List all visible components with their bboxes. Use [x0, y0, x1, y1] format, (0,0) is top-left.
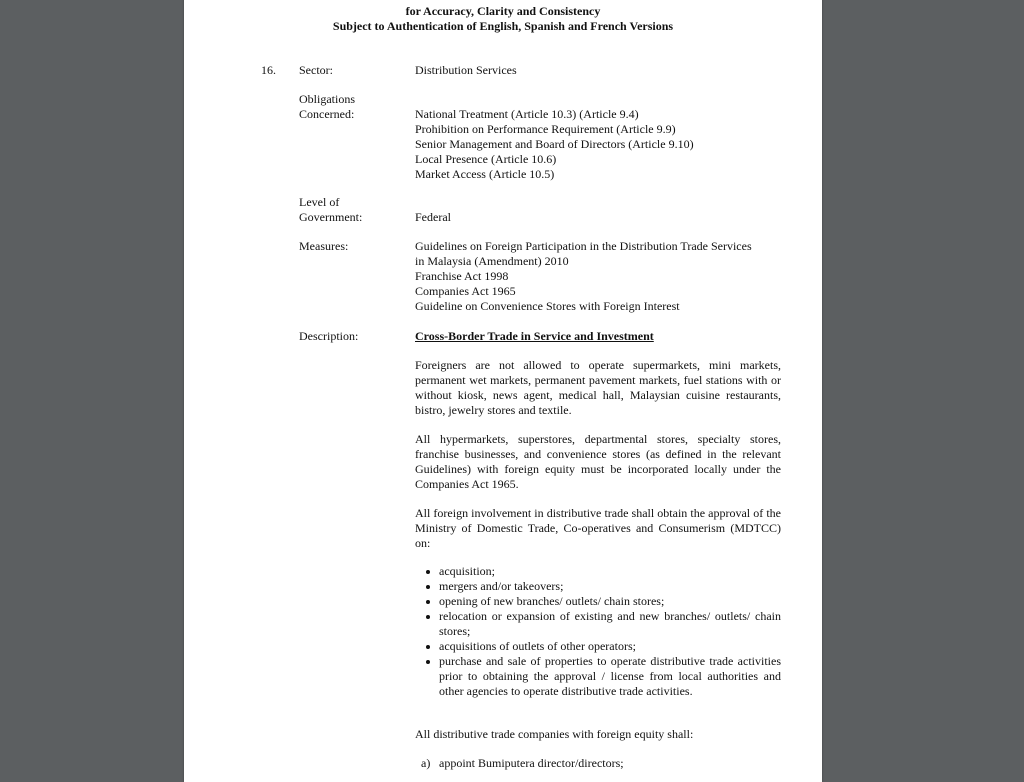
bullet-icon [426, 615, 430, 619]
obligations-label-2: Concerned: [299, 107, 355, 121]
level-value: Federal [415, 210, 451, 224]
header-line-2: Subject to Authentication of English, Spanish and French Versions [332, 19, 674, 33]
description-heading: Cross-Border Trade in Service and Investment [415, 329, 654, 343]
bullet-icon [426, 585, 430, 589]
level-label-1: Level of [299, 195, 340, 209]
obligation-item: National Treatment (Article 10.3) (Article 9.4) [415, 107, 639, 121]
paragraph-1: Foreigners are not allowed to operate supermarkets, mini markets, permanent wet markets, permanent pavement markets, fuel stations with or without kiosk, news agent, medical hall, Malaysian cuisine restaurants, bistro, jewelry stores and textile. [415, 358, 781, 417]
list-item [415, 594, 781, 609]
obligation-item: Market Access (Article 10.5) [415, 167, 555, 181]
paragraph-3: All foreign involvement in distributive trade shall obtain the approval of the Ministry of Domestic Trade, Co-operatives and Consumerism (MDTCC) on: [415, 506, 781, 550]
paragraph-2: All hypermarkets, superstores, departmental stores, specialty stores, franchise businesses, and convenience stores (as defined in the relevant Guidelines) with foreign equity must be incorporated locally under the Companies Act 1965. [415, 432, 781, 491]
bullet-icon [426, 645, 430, 649]
measure-item: Guidelines on Foreign Participation in the Distribution Trade Services [415, 239, 752, 253]
bullet-text: relocation or expansion of existing and new branches/ outlets/ chain stores; [439, 609, 781, 638]
item-a-text: appoint Bumiputera director/directors; [439, 756, 624, 770]
paragraph-4: All distributive trade companies with foreign equity shall: [415, 727, 694, 741]
measure-item: Franchise Act 1998 [415, 269, 509, 283]
bullet-text: acquisitions of outlets of other operators; [439, 639, 636, 653]
measure-item: Companies Act 1965 [415, 284, 516, 298]
measures-list [415, 239, 781, 314]
measure-item: in Malaysia (Amendment) 2010 [415, 254, 569, 268]
bullet-text: opening of new branches/ outlets/ chain stores; [439, 594, 665, 608]
bullet-text: mergers and/or takeovers; [439, 579, 564, 593]
header-line-1: for Accuracy, Clarity and Consistency [405, 4, 601, 18]
approval-bullet-list [415, 564, 781, 699]
obligations-list [415, 107, 781, 182]
measure-item: Guideline on Convenience Stores with Foreign Interest [415, 299, 680, 313]
bullet-text: acquisition; [439, 564, 495, 578]
list-item [415, 579, 781, 594]
item-a-marker: a) [421, 756, 431, 770]
obligation-item: Prohibition on Performance Requirement (Article 9.9) [415, 122, 676, 136]
sector-label: Sector: [299, 63, 333, 77]
bullet-text: purchase and sale of properties to operate distributive trade activities prior to obtaining the approval / license from local authorities and other agencies to operate distributive trade activities. [439, 654, 781, 698]
obligation-item: Senior Management and Board of Directors (Article 9.10) [415, 137, 694, 151]
description-label: Description: [299, 329, 359, 343]
list-item [415, 639, 781, 654]
bullet-icon [426, 570, 430, 574]
list-item [415, 564, 781, 579]
entry-number: 16. [261, 63, 276, 77]
measures-label: Measures: [299, 239, 349, 253]
obligation-item: Local Presence (Article 10.6) [415, 152, 557, 166]
bullet-icon [426, 660, 430, 664]
sector-value: Distribution Services [415, 63, 517, 77]
list-item [415, 654, 781, 699]
obligations-label-1: Obligations [299, 92, 355, 106]
document-page [184, 0, 822, 782]
bullet-icon [426, 600, 430, 604]
level-label-2: Government: [299, 210, 363, 224]
list-item [415, 609, 781, 639]
